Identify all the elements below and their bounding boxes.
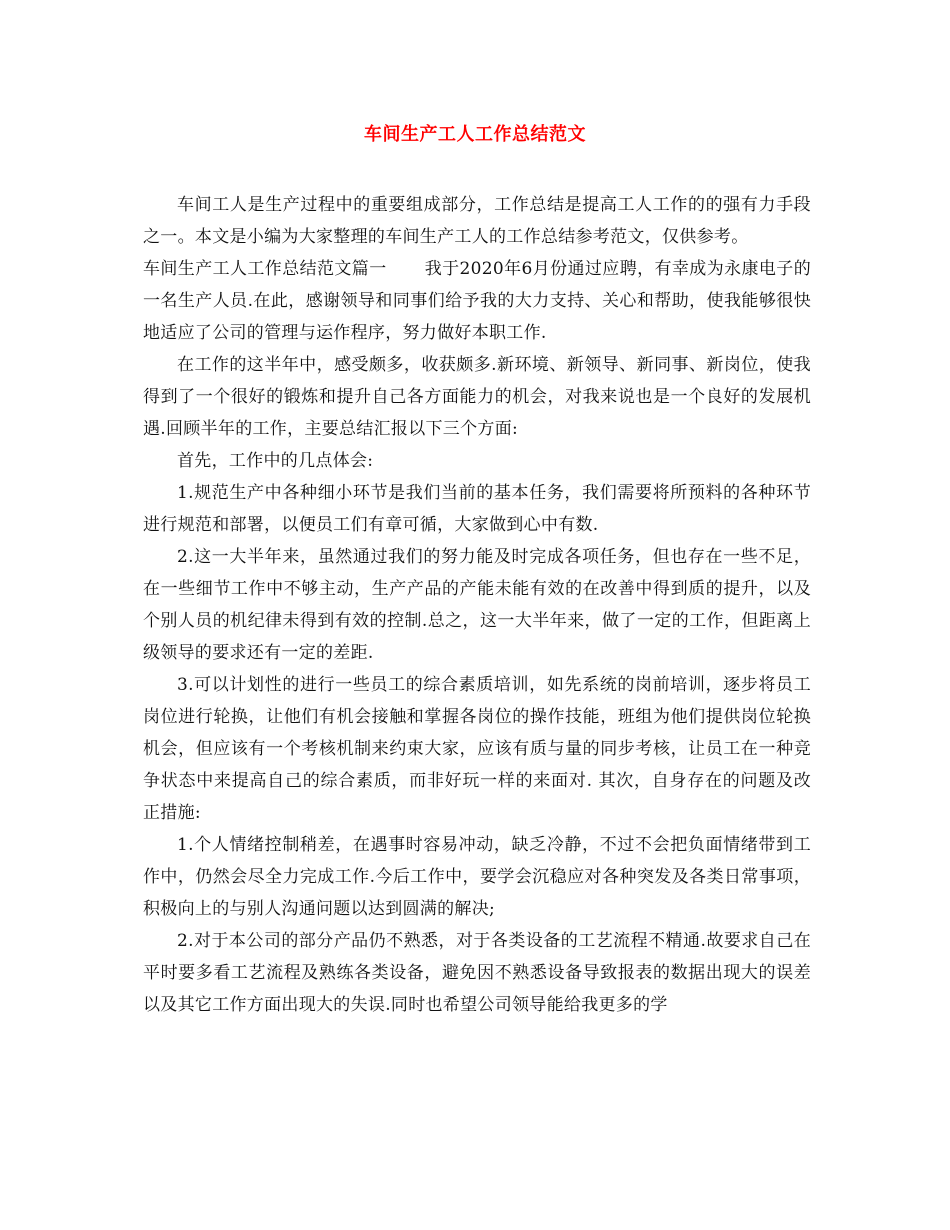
paragraph-item-2: 2.这一大半年来，虽然通过我们的努力能及时完成各项任务，但也存在一些不足，在一些细节工作中不够主动，生产产品的产能未能有效的在改善中得到质的提升，以及个别人员的机纪律未得到有效的控制.总之，这一大半年来，做了一定的工作，但距离上级领导的要求还有一定的差距. [143,547,811,663]
paragraph-problem-2: 2.对于本公司的部分产品仍不熟悉，对于各类设备的工艺流程不精通.故要求自己在平时要多看工艺流程及熟练各类设备，避免因不熟悉设备导致报表的数据出现大的误差以及其它工作方面出现大的失误.同时也希望公司领导能给我更多的学 [143,931,811,1015]
paragraph-intro: 车间工人是生产过程中的重要组成部分，工作总结是提高工人工作的的强有力手段之一。本文是小编为大家整理的车间生产工人的工作总结参考范文，仅供参考。 [143,195,811,247]
document-body [143,189,811,1021]
section-heading: 车间生产工人工作总结范文篇一 [143,259,387,279]
paragraph-item-3: 3.可以计划性的进行一些员工的综合素质培训，如先系统的岗前培训，逐步将员工岗位进行轮换，让他们有机会接触和掌握各岗位的操作技能，班组为他们提供岗位轮换机会，但应该有一个考核机制来约束大家，应该有质与量的同步考核，让员工在一种竞争状态中来提高自己的综合素质，而非好玩一样的来面对. 其次，自身存在的问题及改正措施: [143,675,811,823]
paragraph-item-1: 1.规范生产中各种细小环节是我们当前的基本任务，我们需要将所预料的各种环节进行规范和部署，以便员工们有章可循，大家做到心中有数. [143,483,811,535]
document-title: 车间生产工人工作总结范文 [364,124,586,145]
paragraph-problem-1: 1.个人情绪控制稍差，在遇事时容易冲动，缺乏冷静，不过不会把负面情绪带到工作中，仍然会尽全力完成工作.今后工作中，要学会沉稳应对各种突发及各类日常事项，积极向上的与别人沟通问题以达到圆满的解决; [143,835,811,919]
paragraph-half-year: 在工作的这半年中，感受颇多，收获颇多.新环境、新领导、新同事、新岗位，使我得到了一个很好的锻炼和提升自己各方面能力的机会，对我来说也是一个良好的发展机遇.回顾半年的工作，主要总结汇报以下三个方面: [143,355,811,439]
paragraph-section-one [143,253,811,349]
paragraph-first-point: 首先，工作中的几点体会: [177,451,374,471]
paragraph-section-one-text: 我于2020年6月份通过应聘，有幸成为永康电子的一名生产人员.在此，感谢领导和同事们给予我的大力支持、关心和帮助，使我能够很快地适应了公司的管理与运作程序，努力做好本职工作. [143,259,811,343]
